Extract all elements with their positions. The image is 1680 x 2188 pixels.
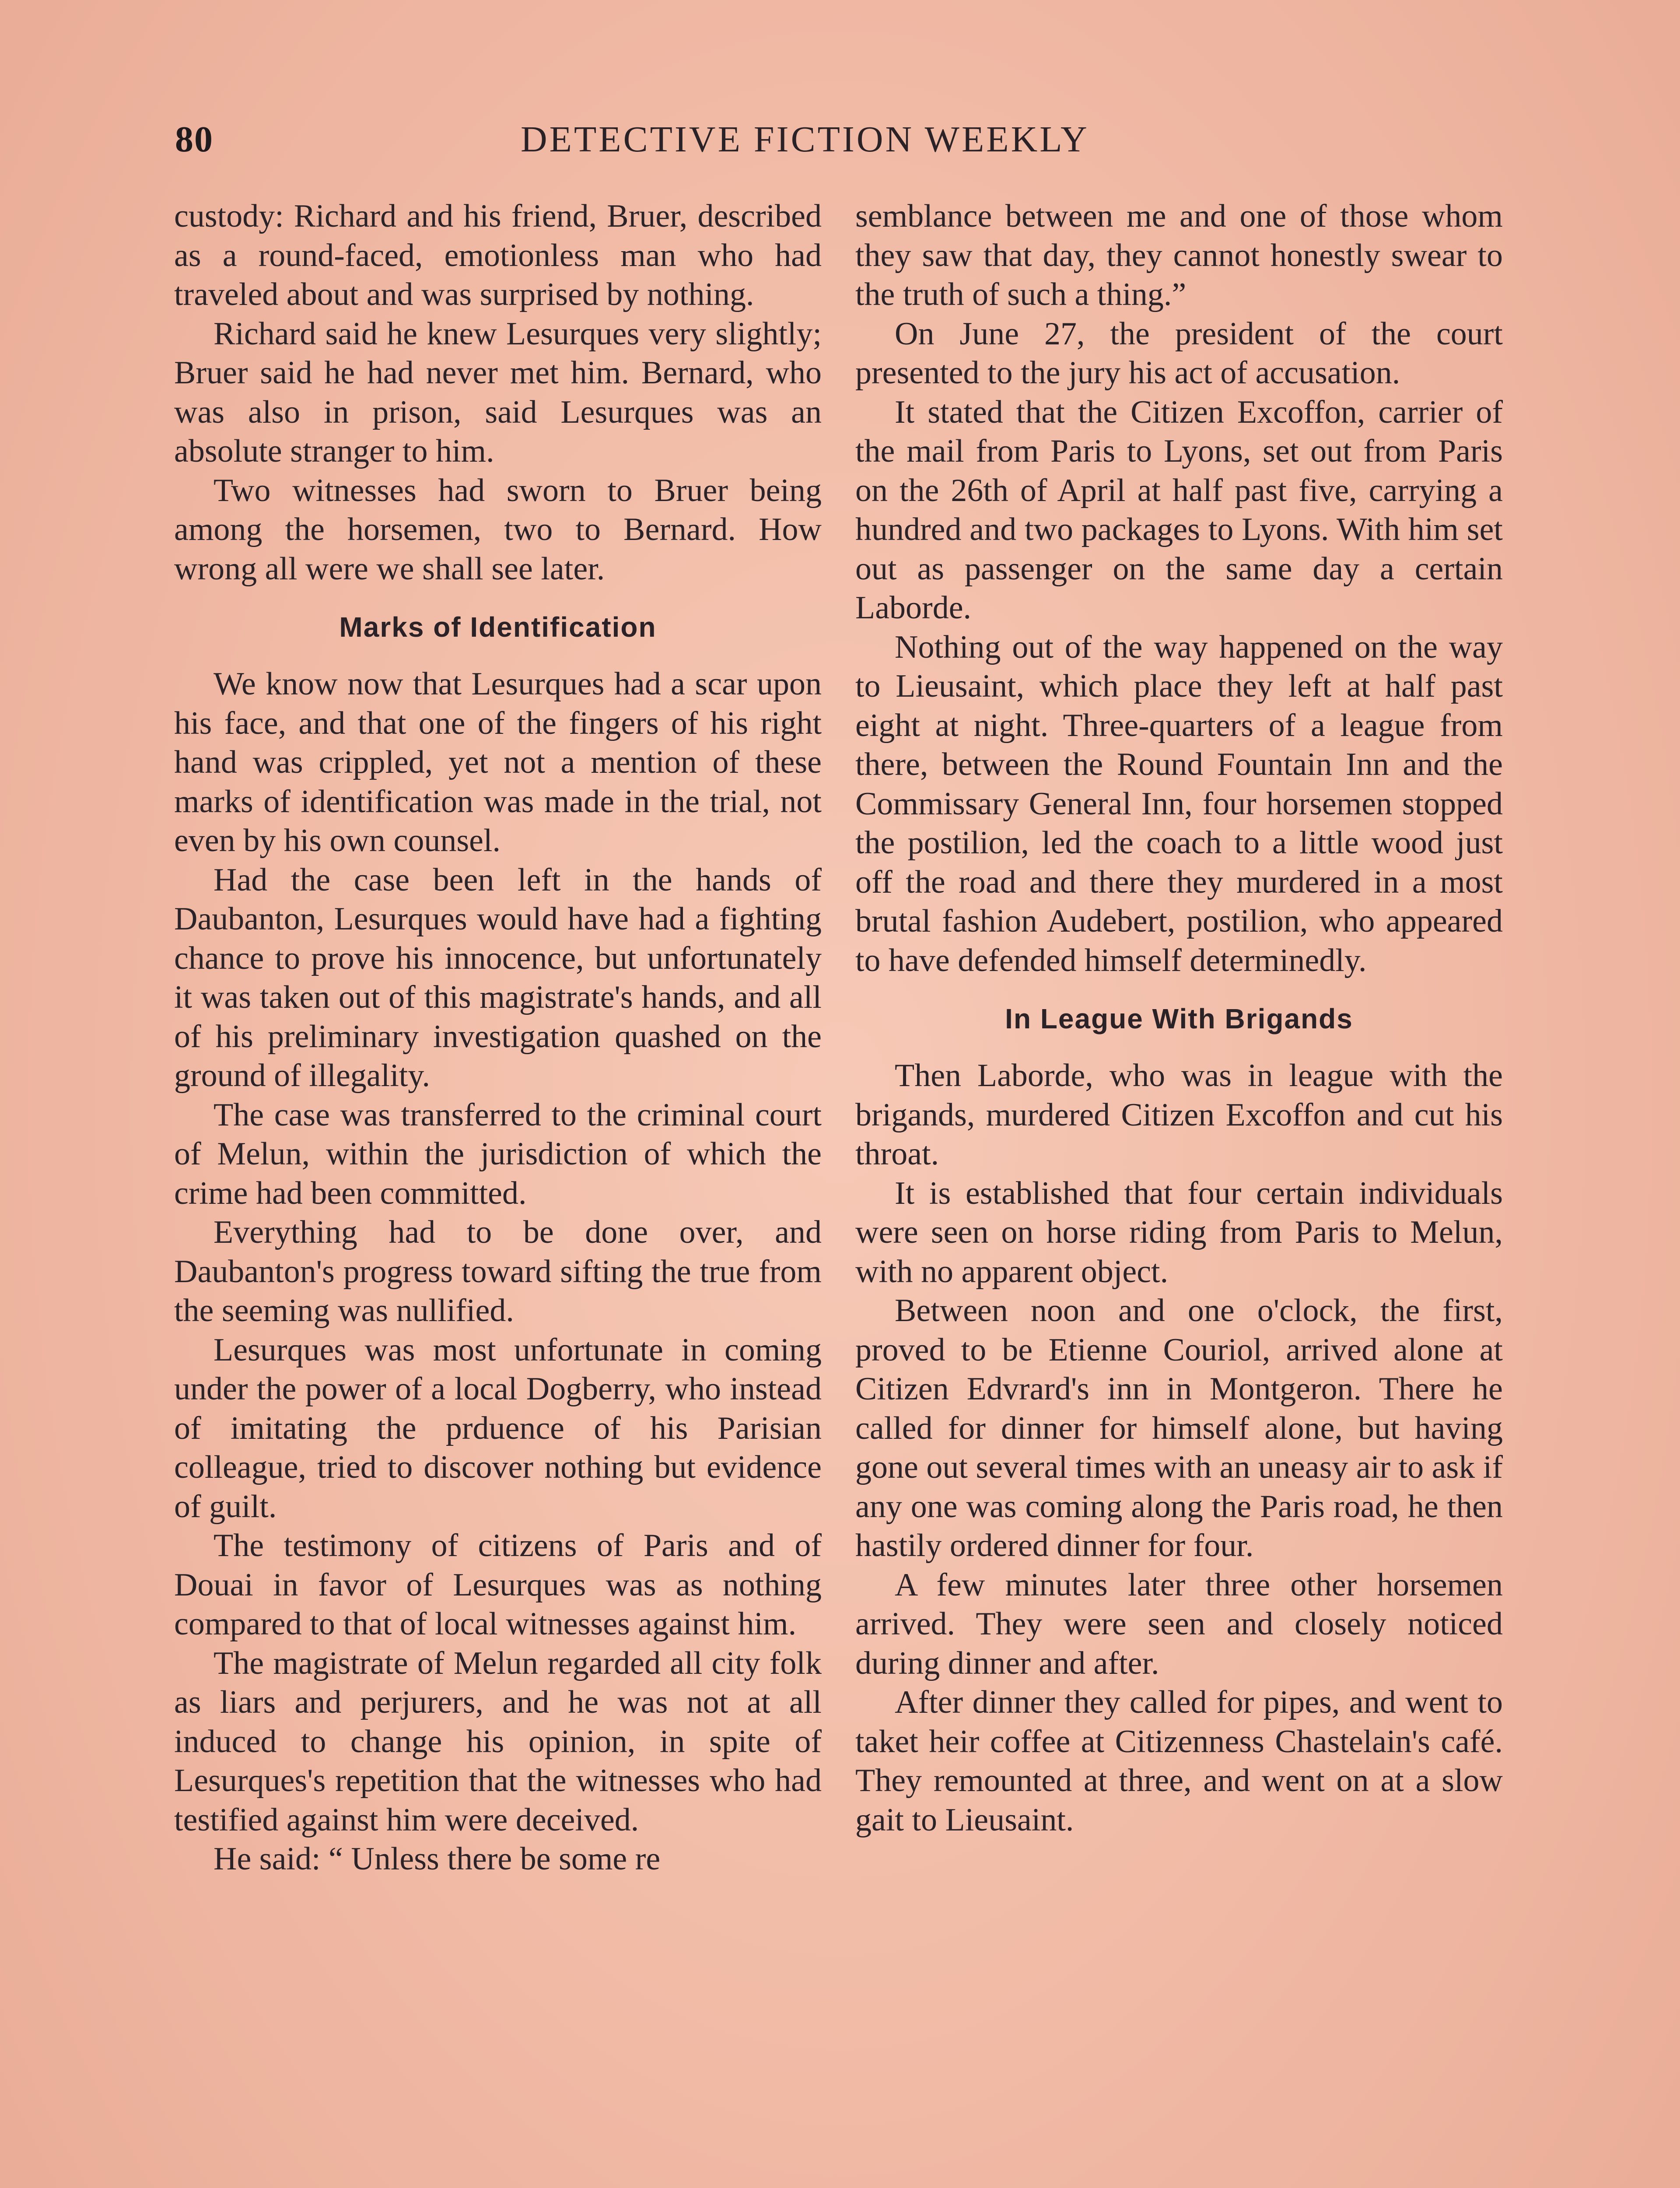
paragraph: Everything had to be done over, and Daubanton's progress toward sifting the true from the seeming was nullified. [174,1214,822,1329]
paragraph: Then Laborde, who was in league with the brigands, murdered Citizen Excoffon and cut his throat. [855,1058,1503,1172]
paragraph: A few minutes later three other horsemen arrived. They were seen and closely noticed during dinner and after. [855,1567,1503,1681]
section-heading: In League With Brigands [1005,1003,1353,1034]
section-heading: Marks of Identification [339,611,657,643]
paragraph: We know now that Lesurques had a scar upon his face, and that one of the fingers of his right hand was crippled, yet not a mention of these marks of identification was made in the trial, not even by his own counsel. [174,666,822,859]
paragraph: custody: Richard and his friend, Bruer, described as a round-faced, emotionless man who had traveled about and was surprised by nothing. [174,198,822,312]
running-title: DETECTIVE FICTION WEEKLY [521,119,1089,160]
paragraph: It is established that four certain individuals were seen on horse riding from Paris to Melun, with no apparent object. [855,1175,1503,1290]
paragraph: Between noon and one o'clock, the first, proved to be Etienne Couriol, arrived alone at Citizen Edvrard's inn in Montgeron. There he called for dinner for himself alone, but having gone out several times with an uneasy air to ask if any one was coming along the Paris road, he then hastily ordered dinner for four. [855,1293,1503,1564]
paragraph: After dinner they called for pipes, and went to taket heir coffee at Citizenness Chastelain's café. They remounted at three, and went on at a slow gait to Lieusaint. [855,1684,1503,1838]
paragraph: The case was transferred to the criminal court of Melun, within the jurisdiction of which the crime had been committed. [174,1097,822,1211]
paragraph: semblance between me and one of those whom they saw that day, they cannot honestly swear to the truth of such a thing.” [855,198,1503,312]
paragraph: It stated that the Citizen Excoffon, carrier of the mail from Paris to Lyons, set out from Paris on the 26th of April at half past five, carrying a hundred and two packages to Lyons. With him set out as passenger on the same day a certain Laborde. [855,394,1503,626]
paragraph: Had the case been left in the hands of Daubanton, Lesurques would have had a fighting chance to prove his innocence, but unfortunately it was taken out of this magistrate's hands, and all of his preliminary investigation quashed on the ground of illegality. [174,862,822,1094]
paragraph: Two witnesses had sworn to Bruer being among the horsemen, two to Bernard. How wrong all were we shall see later. [174,472,822,587]
left-column [174,197,822,1879]
paragraph: Nothing out of the way happened on the way to Lieusaint, which place they left at half past eight at night. Three-quarters of a league from there, between the Round Fountain Inn and the Commissary General Inn, four horsemen stopped the postilion, led the coach to a little wood just off the road and there they murdered in a most brutal fashion Audebert, postilion, who appeared to have defended himself determinedly. [855,629,1503,978]
page-number: 80 [175,119,214,160]
page-header [175,118,1505,175]
paragraph: Richard said he knew Lesurques very slightly; Bruer said he had never met him. Bernard, who was also in prison, said Lesurques was an absolute stranger to him. [174,316,822,469]
right-column [855,197,1503,1840]
paragraph: On June 27, the president of the court presented to the jury his act of accusation. [855,316,1503,391]
paragraph: The testimony of citizens of Paris and of Douai in favor of Lesurques was as nothing compared to that of local witnesses against him. [174,1528,822,1642]
paragraph: He said: “ Unless there be some re [214,1841,661,1877]
paragraph: Lesurques was most unfortunate in coming under the power of a local Dogberry, who instead of imitating the prduence of his Parisian colleague, tried to discover nothing but evidence of guilt. [174,1332,822,1525]
paragraph: The magistrate of Melun regarded all city folk as liars and perjurers, and he was not at all induced to change his opinion, in spite of Lesurques's repetition that the witnesses who had testified against him were deceived. [174,1645,822,1838]
